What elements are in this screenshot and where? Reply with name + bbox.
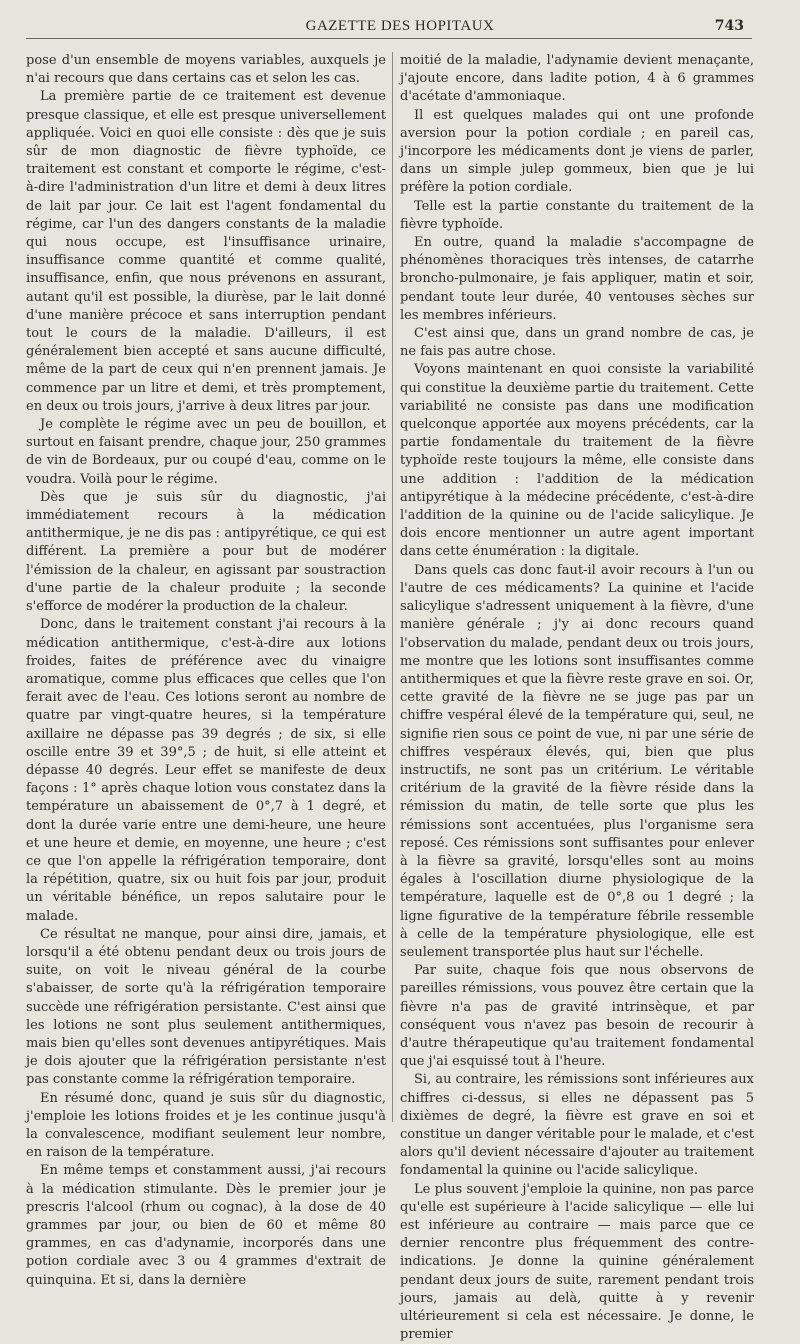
paragraph: Le plus souvent j'emploie la quinine, non pas parce qu'elle est supérieure à l'acide salicylique — elle lui est inférieure au contraire — mais parce que ce dernier rencontre plus fréquemment des contre-indications. Je donne la quinine généralement pendant deux jours de suite, rarement pendant trois jours, jamais au delà, quitte à y revenir ultérieurement si cela est nécessaire. Je donne, le premier [400, 1181, 754, 1343]
paragraph: Donc, dans le traitement constant j'ai recours à la médication antithermique, c'est-à-dire aux lotions froides, faites de préférence avec du vinaigre aromatique, comme plus efficaces que celles que l'on ferait avec de l'eau. Ces lotions seront au nombre de quatre par vingt-quatre heures, si la température axillaire ne dépasse pas 39 degrés ; de six, si elle oscille entre 39 et 39°,5 ; de huit, si elle atteint et dépasse 40 degrés. Leur effet se manifeste de deux façons : 1° après chaque lotion vous constatez dans la température un abaissement de 0°,7 à 1 degré, et dont la durée varie entre une demi-heure, une heure et une heure et demie, en moyenne, une heure ; c'est ce que l'on appelle la réfrigération temporaire, dont la répétition, quatre, six ou huit fois par jour, produit un véritable bénéfice, un repos salutaire pour le malade. [26, 617, 386, 924]
paragraph: La première partie de ce traitement est devenue presque classique, et elle est presque universellement appliquée. Voici en quoi elle consiste : dès que je suis sûr de mon diagnostic de fièvre typhoïde, ce traitement est constant et comporte le régime, c'est-à-dire l'administration d'un litre et demi à deux litres de lait par jour. Ce lait est l'agent fondamental du régime, car l'un des dangers constants de la maladie qui nous occupe, est l'insuffisance urinaire, insuffisance comme quantité et comme qualité, insuffisance, enfin, que nous prévenons en assurant, autant qu'il est possible, la diurèse, par le lait donné d'une manière précoce et sans interruption pendant tout le cours de la maladie. D'ailleurs, il est généralement bien accepté et sans aucune difficulté, même de la part de ceux qui n'en prennent jamais. Je commence par un litre et demi, et très promptement, en deux ou trois jours, j'arrive à deux litres par jour. [26, 89, 386, 414]
paragraph: En même temps et constamment aussi, j'ai recours à la médication stimulante. Dès le premier jour je prescris l'alcool (rhum ou cognac), à la dose de 40 grammes par jour, ou bien de 60 et même 80 grammes, en cas d'adynamie, incorporés dans une potion cordiale avec 3 ou 4 grammes d'extrait de quinquina. Et si, dans la dernière [26, 1163, 386, 1288]
paragraph: En outre, quand la maladie s'accompagne de phénomènes thoraciques très intenses, de catarrhe broncho-pulmonaire, je fais appliquer, matin et soir, pendant toute leur durée, 40 ventouses sèches sur les membres inférieurs. [400, 235, 754, 323]
paragraph: Dès que je suis sûr du diagnostic, j'ai immédiatement recours à la médication antithermique, je ne dis pas : antipyrétique, ce qui est différent. La première a pour but de modérer l'émission de la chaleur, en agissant par soustraction d'une partie de la chaleur produite ; la seconde s'efforce de modérer la production de la chaleur. [26, 489, 386, 615]
journal-title: GAZETTE DES HOPITAUX [305, 18, 495, 34]
paragraph: C'est ainsi que, dans un grand nombre de cas, je ne fais pas autre chose. [400, 326, 754, 360]
paragraph: pose d'un ensemble de moyens variables, auxquels je n'ai recours que dans certains cas et selon les cas. [26, 53, 386, 87]
paragraph: Dans quels cas donc faut-il avoir recours à l'un ou l'autre de ces médicaments? La quinine et l'acide salicylique s'adressent uniquement à la fièvre, d'une manière générale ; j'y ai donc recours quand l'observation du malade, pendant deux ou trois jours, me montre que les lotions sont insuffisantes comme antithermiques et que la fièvre reste grave en soi. Or, cette gravité de la fièvre ne se juge pas par un chiffre vespéral élevé de la température qui, seul, ne signifie rien sous ce point de vue, ni par une série de chiffres vespéraux élevés, qui, bien que plus instructifs, ne sont pas un critérium. Le véritable critérium de la gravité de la fièvre réside dans la rémission du matin, de telle sorte que plus les rémissions sont accentuées, plus l'organisme sera reposé. Ces rémissions sont suffisantes pour enlever à la fièvre sa gravité, lorsqu'elles sont au moins égales à l'oscillation diurne physiologique de la température, laquelle est de 0°,8 ou 1 degré ; la ligne figurative de la température fébrile ressemble à celle de la température physiologique, elle est seulement transportée plus haut sur l'échelle. [400, 562, 754, 960]
paragraph: Voyons maintenant en quoi consiste la variabilité qui constitue la deuxième partie du traitement. Cette variabilité ne consiste pas dans une modification quelconque apportée aux moyens précédents, car la partie fondamentale du traitement de la fièvre typhoïde reste toujours la même, elle consiste dans une addition : l'addition de la médication antipyrétique à la médecine précédente, c'est-à-dire l'addition de la quinine ou de l'acide salicylique. Je dois encore mentionner un autre agent important dans cette énumération : la digitale. [400, 362, 754, 560]
paragraph: Si, au contraire, les rémissions sont inférieures aux chiffres ci-dessus, si elles ne dépassent pas 5 dixièmes de degré, la fièvre est grave en soi et constitue un danger véritable pour le malade, et c'est alors qu'il devient nécessaire d'ajouter au traitement fondamental la quinine ou l'acide salicylique. [400, 1072, 754, 1179]
paragraph: moitié de la maladie, l'adynamie devient menaçante, j'ajoute encore, dans ladite potion, 4 à 6 grammes d'acétate d'ammoniaque. [400, 53, 754, 105]
paragraph: Il est quelques malades qui ont une profonde aversion pour la potion cordiale ; en pareil cas, j'incorpore les médicaments dont je viens de parler, dans un simple julep gommeux, bien que je lui préfère la potion cordiale. [400, 107, 754, 196]
paragraph: Par suite, chaque fois que nous observons de pareilles rémissions, vous pouvez être certain que la fièvre n'a pas de gravité intrinsèque, et par conséquent vous n'avez pas besoin de recourir à d'autre thérapeutique qu'au traitement fondamental que j'ai esquissé tout à l'heure. [400, 963, 754, 1070]
page-number: 743 [714, 18, 744, 34]
paragraph: En résumé donc, quand je suis sûr du diagnostic, j'emploie les lotions froides et je les continue jusqu'à la convalescence, modifiant seulement leur nombre, en raison de la température. [26, 1090, 386, 1161]
header-rule [26, 38, 752, 39]
paragraph: Telle est la partie constante du traitement de la fièvre typhoïde. [400, 198, 754, 232]
paragraph: Je complète le régime avec un peu de bouillon, et surtout en faisant prendre, chaque jour, 250 grammes de vin de Bordeaux, pur ou coupé d'eau, comme on le voudra. Voilà pour le régime. [26, 417, 386, 487]
paragraph: Ce résultat ne manque, pour ainsi dire, jamais, et lorsqu'il a été obtenu pendant deux ou trois jours de suite, on voit le niveau général de la courbe s'abaisser, de sorte qu'à la réfrigération temporaire succède une réfrigération persistante. C'est ainsi que les lotions ne sont plus seulement antithermiques, mais bien qu'elles sont devenues antipyrétiques. Mais je dois ajouter que la réfrigération persistante n'est pas constante comme la réfrigération temporaire. [26, 926, 386, 1088]
left-column [26, 52, 386, 1288]
column-divider [392, 52, 393, 1122]
right-column [400, 52, 754, 1343]
